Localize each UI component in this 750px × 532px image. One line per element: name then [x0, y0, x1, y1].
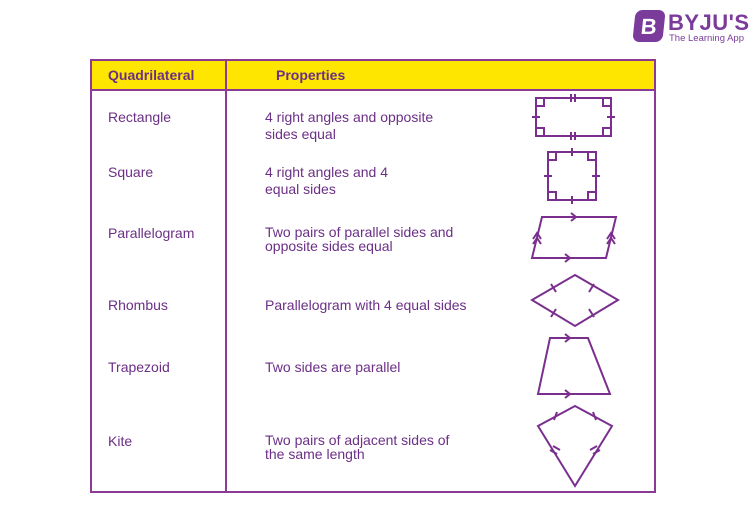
- logo-mark: [632, 10, 665, 42]
- prop-line: Two pairs of parallel sides and: [265, 224, 454, 240]
- prop-line: 4 right angles and opposite: [265, 109, 434, 125]
- prop-line: opposite sides equal: [265, 238, 393, 254]
- row-prop-square: [265, 164, 500, 198]
- prop-line: sides equal: [265, 126, 336, 142]
- header-properties: Properties: [276, 67, 346, 83]
- row-prop-trapezoid: [265, 359, 500, 376]
- row-name-parallelogram: Parallelogram: [108, 225, 195, 241]
- prop-line: the same length: [265, 446, 365, 462]
- kite-figure: [532, 402, 618, 490]
- byjus-logo: [634, 10, 750, 44]
- row-prop-rectangle: [265, 109, 500, 143]
- table-header: [92, 61, 654, 91]
- logo-name: BYJU'S: [668, 10, 750, 35]
- row-name-trapezoid: Trapezoid: [108, 359, 170, 375]
- square-figure: [542, 148, 602, 204]
- rectangle-figure: [530, 92, 620, 142]
- prop-line: equal sides: [265, 181, 336, 197]
- row-name-kite: Kite: [108, 433, 133, 449]
- row-prop-parallelogram: [265, 225, 500, 253]
- row-prop-kite: [265, 433, 500, 461]
- prop-line: Two pairs of adjacent sides of: [265, 432, 450, 448]
- header-quadrilateral: Quadrilateral: [108, 67, 195, 83]
- logo-tagline: The Learning App: [669, 33, 745, 44]
- prop-line: Two sides are parallel: [265, 359, 401, 375]
- column-divider: [225, 61, 227, 491]
- row-name-rhombus: Rhombus: [108, 297, 168, 313]
- logo-mark-letter: B: [639, 14, 659, 39]
- prop-line: Parallelogram with 4 equal sides: [265, 297, 467, 313]
- prop-line: 4 right angles and 4: [265, 164, 388, 180]
- row-prop-rhombus: [265, 297, 500, 314]
- parallelogram-figure: [528, 210, 620, 264]
- rhombus-figure: [528, 272, 622, 330]
- trapezoid-figure: [532, 334, 614, 398]
- row-name-rectangle: Rectangle: [108, 109, 172, 125]
- row-name-square: Square: [108, 164, 154, 180]
